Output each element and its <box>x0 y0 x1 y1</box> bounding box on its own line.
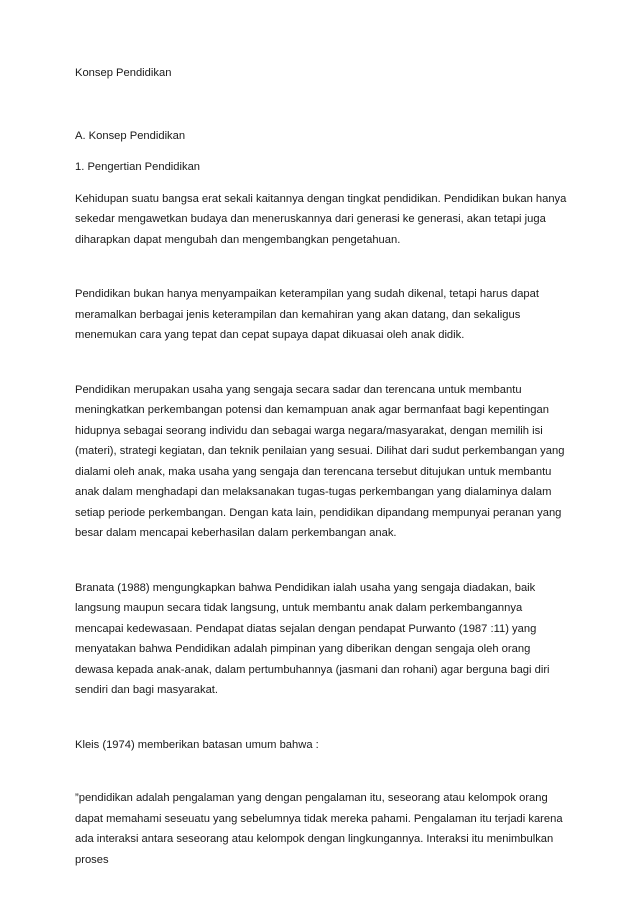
section-heading: A. Konsep Pendidikan <box>75 129 186 142</box>
paragraph-3: Pendidikan merupakan usaha yang sengaja secara sadar dan terencana untuk membantu meningkatkan perkembangan potensi dan kemampuan anak agar bermanfaat bagi kepentingan hidupnya sebagai seorang individu dan sebagai warga negara/masyarakat, dengan memilih isi (materi), strategi kegiatan, dan teknik penilaian yang sesuai. Dilihat dari sudut perkembangan yang dialami oleh anak, maka usaha yang sengaja dan terencana tersebut ditujukan untuk membantu anak dalam menghadapi dan melaksanakan tugas-tugas perkembangan yang dialaminya dalam setiap periode perkembangan. Dengan kata lain, pendidikan dipandang mempunyai peranan yang besar dalam mencapai keberhasilan dalam perkembangan anak. <box>75 383 565 539</box>
paragraph-1: Kehidupan suatu bangsa erat sekali kaitannya dengan tingkat pendidikan. Pendidikan bukan hanya sekedar mengawetkan budaya dan meneruskannya dari generasi ke generasi, akan tetapi juga diharapkan dapat mengubah dan mengembangkan pengetahuan. <box>75 192 567 246</box>
document-title: Konsep Pendidikan <box>75 67 172 79</box>
document-body <box>75 63 570 904</box>
paragraph-6-quote: ”pendidikan adalah pengalaman yang dengan pengalaman itu, seseorang atau kelompok orang dapat memahami seseuatu yang sebelumnya tidak mereka pahami. Pengalaman itu terjadi karena ada interaksi antara seseorang atau kelompok dengan lingkungannya. Interaksi itu menimbulkan proses <box>75 792 563 866</box>
paragraph-2: Pendidikan bukan hanya menyampaikan keterampilan yang sudah dikenal, tetapi harus dapat meramalkan berbagai jenis keterampilan dan kemahiran yang akan datang, dan sekaligus menemukan cara yang tepat dan cepat supaya dapat dikuasai oleh anak didik. <box>75 288 539 341</box>
paragraph-5: Kleis (1974) memberikan batasan umum bahwa : <box>75 738 319 751</box>
paragraph-4: Branata (1988) mengungkapkan bahwa Pendidikan ialah usaha yang sengaja diadakan, baik langsung maupun secara tidak langsung, untuk membantu anak dalam perkembangannya mencapai kedewasaan. Pendapat diatas sejalan dengan pendapat Purwanto (1987 :11) yang menyatakan bahwa Pendidikan adalah pimpinan yang diberikan dengan sengaja oleh orang dewasa kepada anak-anak, dalam pertumbuhannya (jasmani dan rohani) agar berguna bagi diri sendiri dan bagi masyarakat. <box>75 581 550 696</box>
subsection-heading: 1. Pengertian Pendidikan <box>75 161 201 173</box>
